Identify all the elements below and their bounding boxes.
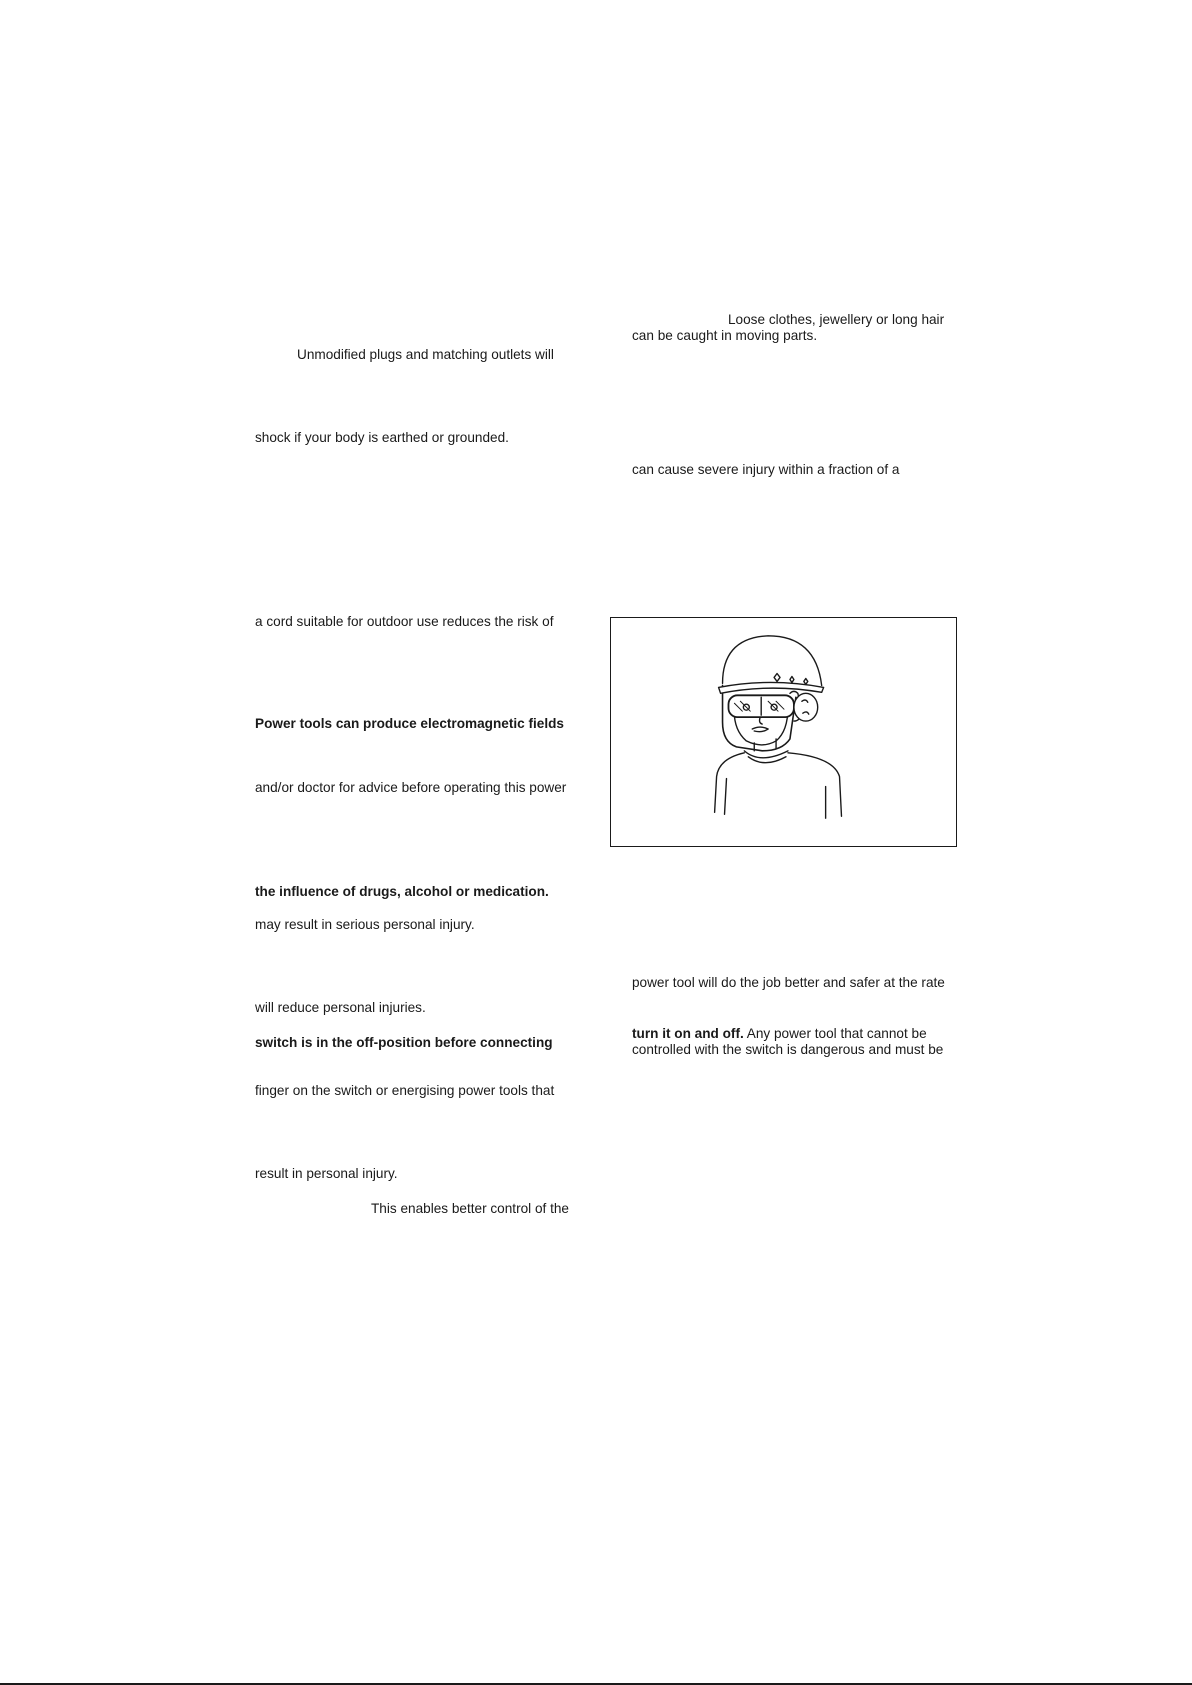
text-line-emf: Power tools can produce electromagnetic fields	[255, 716, 564, 731]
text-line-caught: can be caught in moving parts.	[632, 328, 818, 343]
text-line-doctor: and/or doctor for advice before operating this power	[255, 780, 567, 795]
text-line-switch-off: switch is in the off-position before connecting	[255, 1035, 553, 1050]
text-line-finger: finger on the switch or energising power tools that	[255, 1083, 555, 1098]
text-line-loose: Loose clothes, jewellery or long hair	[728, 312, 945, 327]
text-turn-rest: Any power tool that cannot be	[743, 1026, 927, 1041]
text-line-severe: can cause severe injury within a fraction of a	[632, 462, 900, 477]
person-with-helmet-goggles-earmuffs-icon	[611, 618, 956, 846]
text-line-reduce: will reduce personal injuries.	[255, 1000, 426, 1015]
text-line-shock: shock if your body is earthed or grounded.	[255, 430, 509, 445]
text-line-plugs: Unmodified plugs and matching outlets will	[297, 347, 554, 362]
text-line-rate: power tool will do the job better and safer at the rate	[632, 975, 945, 990]
text-line-turn	[632, 1026, 927, 1042]
text-line-controlled: controlled with the switch is dangerous and must be	[632, 1042, 944, 1057]
text-line-result: result in personal injury.	[255, 1166, 398, 1181]
text-line-serious: may result in serious personal injury.	[255, 917, 475, 932]
text-turn-bold: turn it on and off.	[632, 1026, 744, 1041]
safety-gear-illustration	[610, 617, 957, 847]
text-line-cord: a cord suitable for outdoor use reduces the risk of	[255, 614, 554, 629]
text-line-influence: the influence of drugs, alcohol or medication.	[255, 884, 549, 899]
text-line-control: This enables better control of the	[371, 1201, 569, 1216]
